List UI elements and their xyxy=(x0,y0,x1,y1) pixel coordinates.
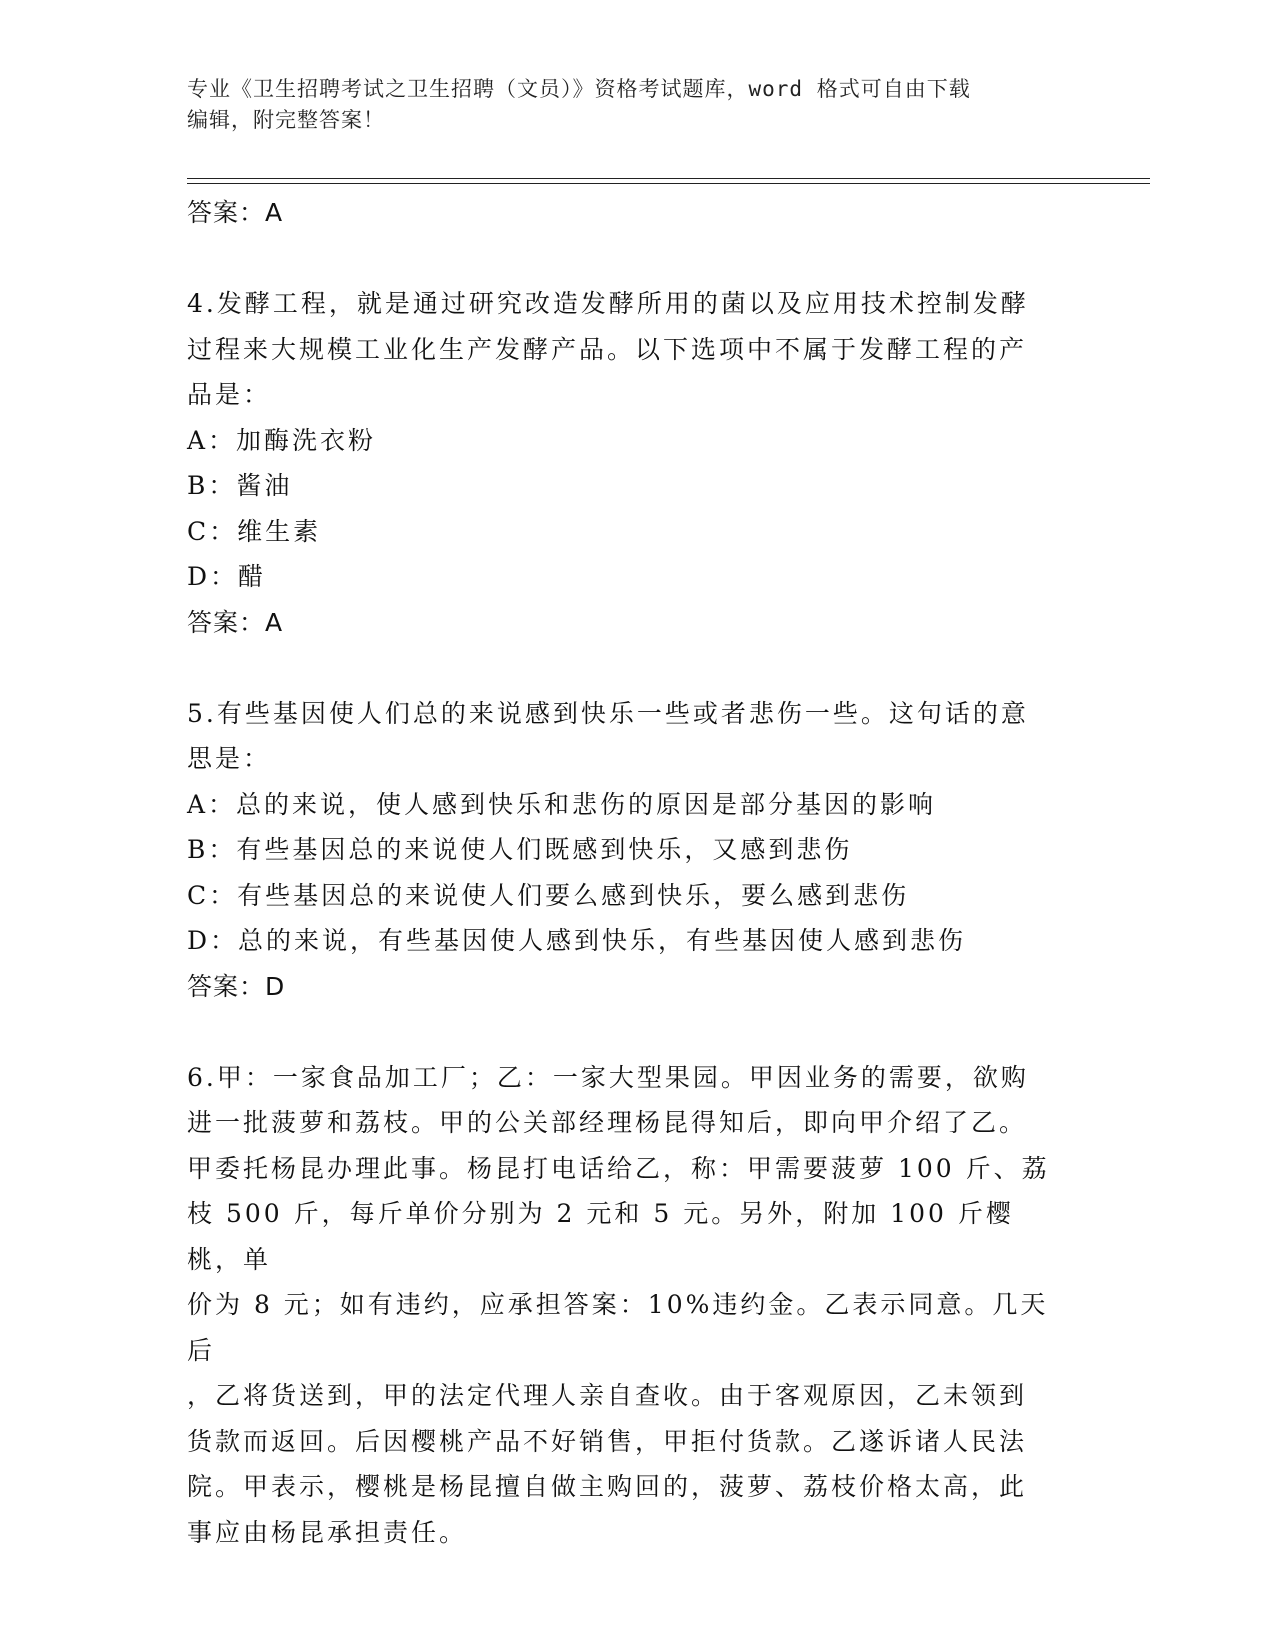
question-block-4 xyxy=(187,281,1067,645)
spacer xyxy=(187,645,1067,691)
question-block-6 xyxy=(187,1055,1067,1556)
header-rule-bottom xyxy=(187,183,1150,184)
document-body xyxy=(187,190,1067,1555)
option-d: D：醋 xyxy=(187,562,267,591)
option-a: A：总的来说，使人感到快乐和悲伤的原因是部分基因的影响 xyxy=(187,789,937,819)
option-c: C：有些基因总的来说使人们要么感到快乐，要么感到悲伤 xyxy=(187,880,910,910)
option-b: B：有些基因总的来说使人们既感到快乐，又感到悲伤 xyxy=(187,835,853,864)
header-line-1: 专业《卫生招聘考试之卫生招聘（文员）》资格考试题库，word 格式可自由下载 xyxy=(187,77,971,101)
header-line-2: 编辑，附完整答案！ xyxy=(187,108,385,132)
question-text-line: 甲委托杨昆办理此事。杨昆打电话给乙，称：甲需要菠萝 100 斤、荔 xyxy=(187,1153,1050,1183)
question-text-line: 事应由杨昆承担责任。 xyxy=(187,1517,468,1547)
spacer xyxy=(187,1009,1067,1055)
option-a: A：加酶洗衣粉 xyxy=(187,425,377,455)
answer-label: 答案：D xyxy=(187,971,286,1001)
question-text-line: 价为 8 元；如有违约，应承担答案：10%违约金。乙表示同意。几天后 xyxy=(187,1290,1049,1365)
document-header xyxy=(187,74,1087,136)
question-text-line: 进一批菠萝和荔枝。甲的公关部经理杨昆得知后，即向甲介绍了乙。 xyxy=(187,1108,1028,1137)
question-block-5 xyxy=(187,691,1067,1009)
question-text-line: 6.甲：一家食品加工厂；乙：一家大型果园。甲因业务的需要，欲购 xyxy=(187,1062,1029,1092)
answer-label: 答案：A xyxy=(187,198,284,227)
question-text-line: 思是： xyxy=(187,744,272,773)
option-b: B：酱油 xyxy=(187,471,293,500)
question-text-line: 5.有些基因使人们总的来说感到快乐一些或者悲伤一些。这句话的意 xyxy=(187,698,1029,728)
question-text-line: 4.发酵工程，就是通过研究改造发酵所用的菌以及应用技术控制发酵 xyxy=(187,289,1029,318)
question-text-line: 品是： xyxy=(187,380,272,409)
question-text-line: ，乙将货送到，甲的法定代理人亲自查收。由于客观原因，乙未领到 xyxy=(187,1381,1028,1410)
option-c: C：维生素 xyxy=(187,516,322,546)
question-text-line: 枝 500 斤，每斤单价分别为 2 元和 5 元。另外，附加 100 斤樱桃，单 xyxy=(187,1199,1014,1274)
answer-label: 答案：A xyxy=(187,607,284,637)
question-text-line: 货款而返回。后因樱桃产品不好销售，甲拒付货款。乙遂诉诸人民法 xyxy=(187,1426,1028,1456)
question-text-line: 院。甲表示，樱桃是杨昆擅自做主购回的，菠萝、荔枝价格太高，此 xyxy=(187,1472,1028,1501)
spacer xyxy=(187,235,1067,281)
option-d: D：总的来说，有些基因使人感到快乐，有些基因使人感到悲伤 xyxy=(187,926,967,955)
question-text-line: 过程来大规模工业化生产发酵产品。以下选项中不属于发酵工程的产 xyxy=(187,334,1028,364)
header-rule-top xyxy=(187,178,1150,179)
